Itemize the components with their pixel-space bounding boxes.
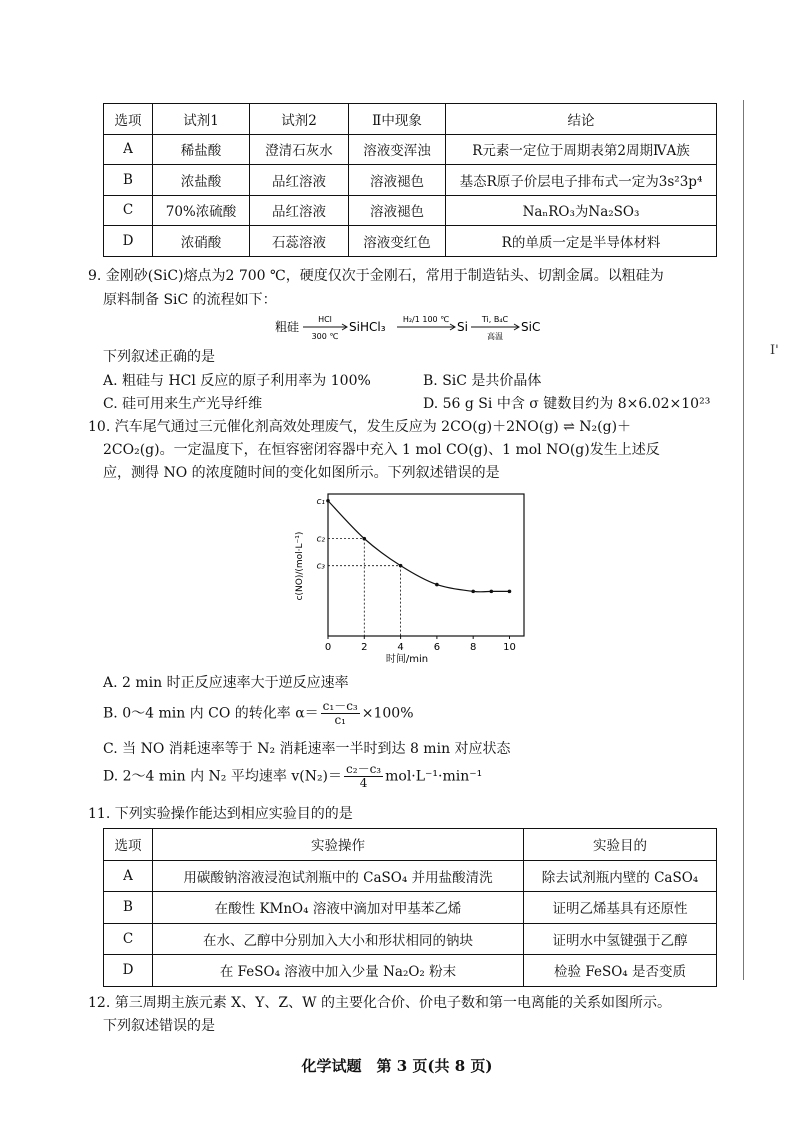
binding-margin-line	[743, 100, 744, 980]
table-cell: 品红溶液	[250, 195, 349, 226]
flow-step2-top: H₂/1 100 ℃	[402, 315, 450, 324]
y-axis-label: c(NO)/(mol·L⁻¹)	[295, 531, 305, 601]
table-cell: 除去试剂瓶内壁的 CaSO₄	[524, 860, 717, 892]
table-cell: 在 FeSO₄ 溶液中加入少量 Na₂O₂ 粉末	[153, 955, 524, 987]
header-cell: 选项	[104, 829, 153, 861]
y-tick-label: c₁	[316, 496, 325, 507]
flow-mid-2: Si	[457, 320, 468, 334]
table-cell: 在酸性 KMnO₄ 溶液中滴加对甲基苯乙烯	[153, 892, 524, 924]
table-cell: C	[104, 923, 153, 955]
header-cell: 选项	[104, 104, 153, 135]
header-cell: 实验操作	[153, 829, 524, 861]
flow-step1-top: HCl	[318, 315, 332, 324]
q9-option-b: B. SiC 是共价晶体	[423, 373, 542, 389]
table-cell: B	[104, 892, 153, 924]
q9-option-d: D. 56 g Si 中含 σ 键数目约为 8×6.02×10²³	[423, 396, 711, 412]
table-row	[104, 134, 717, 165]
x-tick-label: 6	[433, 642, 441, 653]
plot-frame	[328, 494, 524, 636]
data-point	[326, 499, 330, 503]
sic-flow-diagram	[275, 308, 565, 348]
q9-line-1: 9. 金刚砂(SiC)熔点为2 700 ℃，硬度仅次于金刚石，常用于制造钻头、切割金属。以粗硅为	[88, 268, 664, 284]
table-cell: 稀盐酸	[153, 134, 250, 165]
q11-stem: 11. 下列实验操作能达到相应实验目的的是	[88, 806, 353, 822]
flow-step3-bottom: 高温	[487, 332, 503, 341]
table-cell: NaₙRO₃为Na₂SO₃	[446, 195, 717, 226]
header-cell: 试剂2	[250, 104, 349, 135]
q10-option-b-prefix: B. 0～4 min 内 CO 的转化率 α＝	[103, 705, 319, 722]
q10-line-1: 10. 汽车尾气通过三元催化剂高效处理废气，发生反应为 2CO(g)＋2NO(g) ⇌ N₂(g)＋	[88, 419, 632, 435]
data-point	[435, 583, 439, 587]
table-cell: 证明乙烯基具有还原性	[524, 892, 717, 924]
table-row	[104, 860, 717, 892]
table-cell: 溶液褪色	[349, 195, 446, 226]
series-line-no-concentration	[328, 501, 509, 592]
margin-mark: I'	[770, 343, 779, 358]
table-cell: 溶液褪色	[349, 165, 446, 196]
x-axis-label: 时间/min	[385, 654, 429, 665]
q9-option-a: A. 粗硅与 HCl 反应的原子利用率为 100%	[103, 373, 371, 389]
q10-option-c: C. 当 NO 消耗速率等于 N₂ 消耗速率一半时到达 8 min 对应状态	[103, 741, 511, 757]
flow-step3-top: Ti, B₄C	[481, 315, 509, 324]
table-cell: D	[104, 955, 153, 987]
table-cell: 澄清石灰水	[250, 134, 349, 165]
q10-option-d-prefix: D. 2～4 min 内 N₂ 平均速率 v(N₂)＝	[103, 768, 343, 785]
q10-option-a: A. 2 min 时正反应速率大于逆反应速率	[103, 675, 349, 691]
flow-step1-bottom: 300 ℃	[311, 332, 339, 341]
q10-option-b-suffix: ×100%	[361, 705, 414, 722]
table-header-row	[104, 104, 717, 135]
table-cell: 70%浓硫酸	[153, 195, 250, 226]
table-cell: 品红溶液	[250, 165, 349, 196]
no-concentration-chart	[290, 488, 530, 668]
header-cell: 试剂1	[153, 104, 250, 135]
data-point	[508, 590, 512, 594]
table-cell: 用碳酸钠溶液浸泡试剂瓶中的 CaSO₄ 并用盐酸清洗	[153, 860, 524, 892]
flow-mid-1: SiHCl₃	[349, 320, 386, 334]
x-tick-label: 10	[503, 642, 516, 653]
header-cell: Ⅱ中现象	[349, 104, 446, 135]
data-point	[490, 590, 494, 594]
fraction-numerator: c₁－c₃	[322, 699, 358, 713]
reagent-table	[103, 103, 717, 257]
x-tick-label: 0	[324, 642, 332, 653]
fraction-denominator: c₁	[334, 713, 346, 727]
table-cell: A	[104, 860, 153, 892]
table-cell: 浓硝酸	[153, 226, 250, 257]
table-row	[104, 955, 717, 987]
table-cell: D	[104, 226, 153, 257]
page-footer: 化学试题 第 3 页(共 8 页)	[301, 1057, 493, 1075]
q9-line-2: 原料制备 SiC 的流程如下：	[103, 292, 277, 308]
fraction	[321, 700, 360, 727]
q12-line-1: 12. 第三周期主族元素 X、Y、Z、W 的主要化合价、价电子数和第一电离能的关系如图所示。	[88, 995, 671, 1011]
chart-marks	[316, 497, 515, 653]
table-cell: 基态R原子价层电子排布式一定为3s²3p⁴	[446, 165, 717, 196]
x-tick-label: 2	[361, 642, 368, 653]
table-cell: 浓盐酸	[153, 165, 250, 196]
q10-line-3: 应，测得 NO 的浓度随时间的变化如图所示。下列叙述错误的是	[103, 465, 500, 481]
fraction	[344, 763, 383, 790]
table-cell: 在水、乙醇中分别加入大小和形状相同的钠块	[153, 923, 524, 955]
data-point	[362, 537, 366, 541]
header-cell: 结论	[446, 104, 717, 135]
x-tick-label: 4	[397, 642, 404, 653]
y-tick-label: c₂	[316, 534, 325, 545]
q10-option-d	[103, 763, 482, 790]
q10-option-d-suffix: mol·L⁻¹·min⁻¹	[385, 768, 483, 785]
q9-stem: 下列叙述正确的是	[103, 349, 215, 365]
table-cell: A	[104, 134, 153, 165]
q9-option-c: C. 硅可用来生产光导纤维	[103, 396, 263, 412]
table-row	[104, 892, 717, 924]
flow-end: SiC	[521, 320, 541, 334]
q10-option-b	[103, 700, 414, 727]
data-point	[399, 564, 403, 568]
y-tick-label: c₃	[316, 561, 325, 572]
table-cell: 石蕊溶液	[250, 226, 349, 257]
table-cell: 证明水中氢键强于乙醇	[524, 923, 717, 955]
table-cell: R的单质一定是半导体材料	[446, 226, 717, 257]
table-row	[104, 226, 717, 257]
table-cell: B	[104, 165, 153, 196]
flow-start: 粗硅	[275, 320, 300, 334]
q10-line-2: 2CO₂(g)。一定温度下，在恒容密闭容器中充入 1 mol CO(g)、1 mol NO(g)发生上述反	[103, 442, 660, 458]
fraction-denominator: 4	[359, 776, 368, 790]
header-cell: 实验目的	[524, 829, 717, 861]
experiment-table	[103, 828, 717, 987]
table-row	[104, 165, 717, 196]
x-tick-label: 8	[469, 642, 477, 653]
table-cell: 溶液变红色	[349, 226, 446, 257]
fraction-numerator: c₂－c₃	[346, 762, 382, 776]
table-header-row	[104, 829, 717, 861]
table-cell: C	[104, 195, 153, 226]
table-row	[104, 923, 717, 955]
table-row	[104, 195, 717, 226]
table-cell: 检验 FeSO₄ 是否变质	[524, 955, 717, 987]
table-cell: 溶液变浑浊	[349, 134, 446, 165]
q12-line-2: 下列叙述错误的是	[103, 1018, 215, 1034]
table-cell: R元素一定位于周期表第2周期ⅣA族	[446, 134, 717, 165]
data-point	[471, 590, 475, 594]
